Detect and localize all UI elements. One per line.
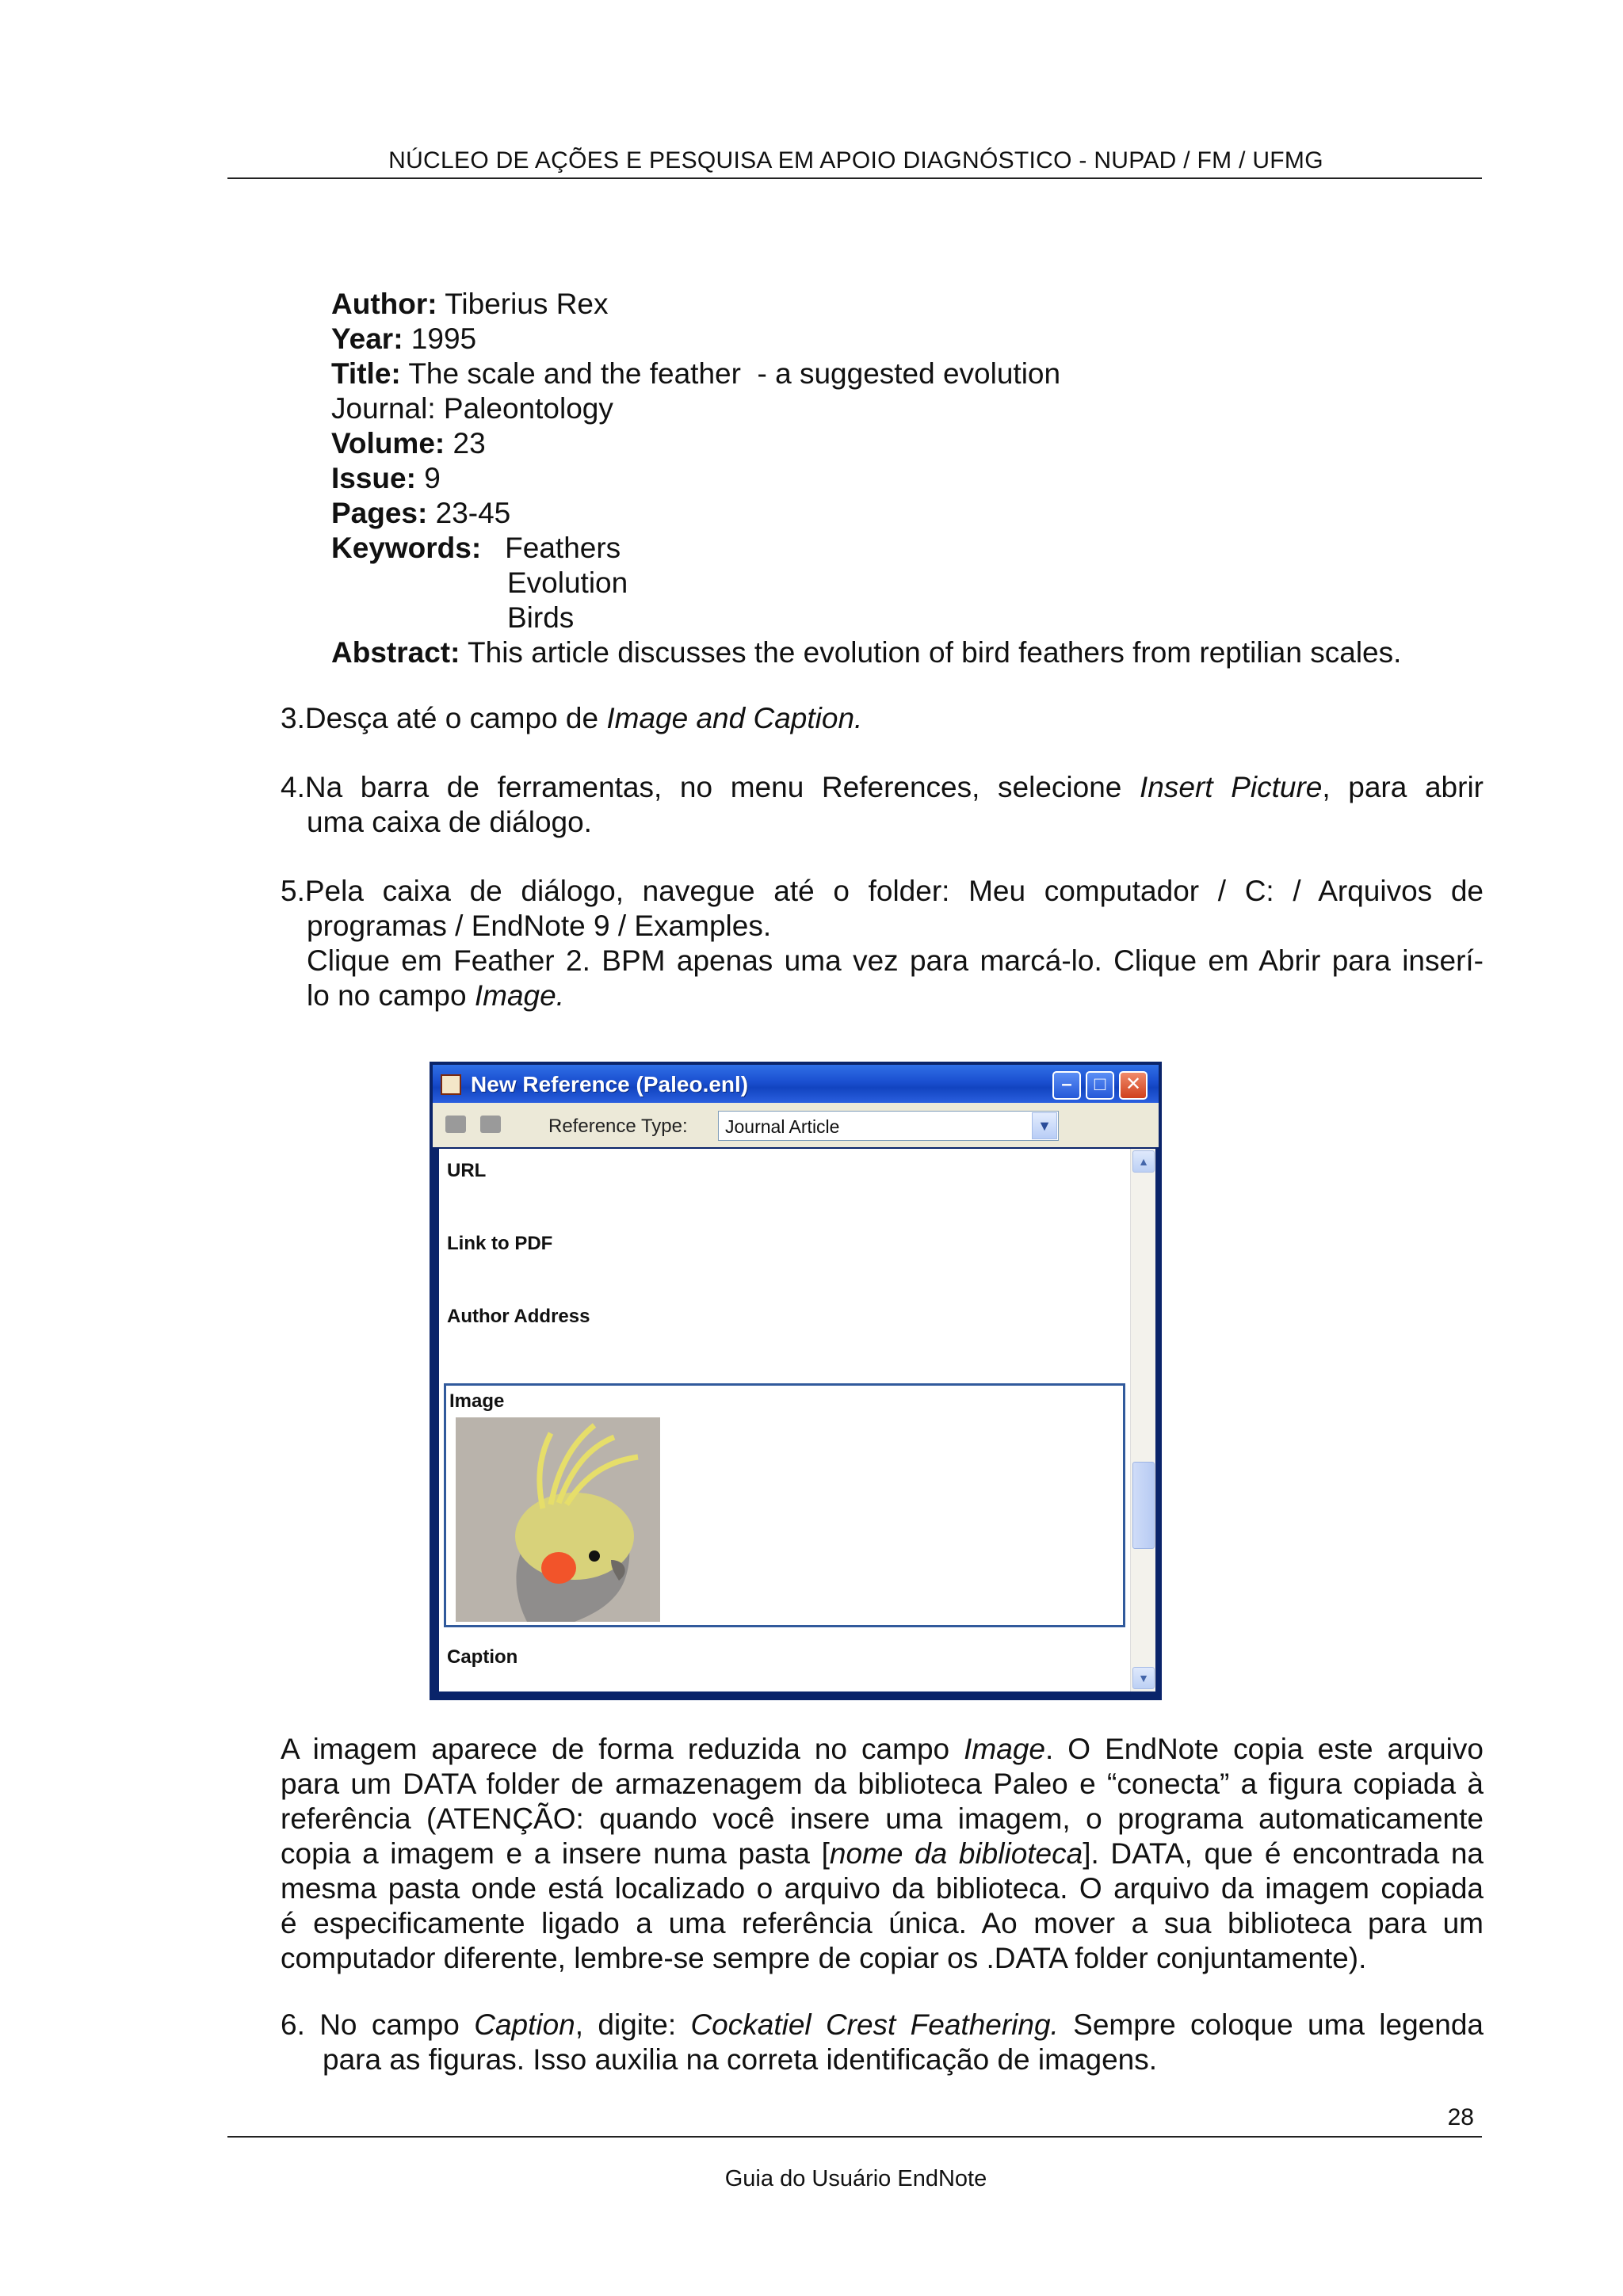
paragraph-line: para um DATA folder de armazenagem da biblioteca Paleo e “conecta” a figura copiada à — [281, 1768, 1484, 1800]
page-header: NÚCLEO DE AÇÕES E PESQUISA EM APOIO DIAGNÓSTICO - NUPAD / FM / UFMG — [388, 147, 1323, 174]
step-5-line-3: Clique em Feather 2. BPM apenas uma vez para marcá-lo. Clique em Abrir para inserí- — [307, 944, 1484, 977]
step-4 — [281, 770, 1484, 840]
paragraph-line: referência (ATENÇÃO: quando você insere uma imagem, o programa automaticamente — [281, 1802, 1484, 1835]
paragraph-line: mesma pasta onde está localizado o arquivo da biblioteca. O arquivo da imagem copiada — [281, 1872, 1484, 1905]
page-footer: Guia do Usuário EndNote — [724, 2166, 987, 2191]
page-number: 28 — [1447, 2104, 1474, 2130]
journal-line: Journal: Paleontology — [331, 392, 613, 425]
step-4-line-1: 4.Na barra de ferramentas, no menu References, selecione Insert Picture, para abrir — [281, 771, 1484, 803]
maximize-button[interactable]: □ — [1086, 1071, 1114, 1100]
step-5-line-2: programas / EndNote 9 / Examples. — [307, 910, 772, 942]
keyword-item: Birds — [507, 601, 575, 634]
keywords-line: Keywords: Feathers — [331, 532, 621, 564]
step-3: 3.Desça até o campo de Image and Caption. — [281, 702, 863, 734]
scroll-thumb[interactable] — [1132, 1462, 1155, 1549]
window-titlebar — [433, 1065, 1159, 1103]
reference-type-select[interactable] — [718, 1111, 1059, 1141]
step-6-line-2: para as figuras. Isso auxilia na correta identificação de imagens. — [323, 2043, 1158, 2076]
header-rule — [227, 177, 1482, 179]
reference-type-label: Reference Type: — [548, 1116, 688, 1137]
step-5 — [281, 874, 1484, 1013]
reference-fields — [331, 287, 1520, 670]
explanation-paragraph — [281, 1732, 1484, 1976]
cockatiel-image — [456, 1417, 660, 1622]
scroll-down-icon[interactable]: ▼ — [1132, 1667, 1155, 1689]
step-4-line-2: uma caixa de diálogo. — [307, 806, 592, 838]
vertical-scrollbar[interactable] — [1130, 1149, 1155, 1691]
field-label-caption[interactable]: Caption — [447, 1646, 518, 1668]
abstract-line: Abstract: This article discusses the evolution of bird feathers from reptilian scales. — [331, 636, 1402, 669]
footer-rule — [227, 2136, 1482, 2138]
open-icon[interactable] — [445, 1116, 466, 1133]
paragraph-line: A imagem aparece de forma reduzida no campo Image. O EndNote copia este arquivo — [281, 1733, 1484, 1765]
year-line: Year: 1995 — [331, 322, 477, 355]
scroll-up-icon[interactable]: ▲ — [1132, 1150, 1155, 1173]
minimize-button[interactable]: – — [1052, 1071, 1081, 1100]
field-label-link-to-pdf[interactable]: Link to PDF — [447, 1233, 553, 1254]
author-line: Author: Tiberius Rex — [331, 288, 609, 320]
endnote-app-icon — [441, 1074, 461, 1095]
step-5-line-4: lo no campo Image. — [307, 979, 564, 1012]
issue-line: Issue: 9 — [331, 462, 441, 494]
step-5-line-1: 5.Pela caixa de diálogo, navegue até o folder: Meu computador / C: / Arquivos de — [281, 875, 1484, 907]
title-line: Title: The scale and the feather - a suggested evolution — [331, 357, 1061, 390]
paragraph-line: computador diferente, lembre-se sempre de copiar os .DATA folder conjuntamente). — [281, 1942, 1367, 1974]
step-6-line-1: 6. No campo Caption, digite: Cockatiel Crest Feathering. Sempre coloque uma legenda — [281, 2008, 1484, 2041]
image-field[interactable] — [444, 1383, 1125, 1627]
reference-type-value: Journal Article — [725, 1116, 840, 1137]
new-reference-window — [430, 1062, 1162, 1700]
reference-fields-panel — [439, 1149, 1130, 1691]
folder-icon[interactable] — [480, 1116, 501, 1133]
chevron-down-icon[interactable]: ▼ — [1032, 1112, 1057, 1139]
paragraph-line: é especificamente ligado a uma referência única. Ao mover a sua biblioteca para um — [281, 1907, 1484, 1939]
field-label-author-address[interactable]: Author Address — [447, 1306, 590, 1327]
field-label-url[interactable]: URL — [447, 1160, 487, 1181]
window-title: New Reference (Paleo.enl) — [471, 1072, 749, 1097]
keyword-item: Evolution — [507, 566, 628, 599]
step-6 — [281, 2008, 1484, 2077]
volume-line: Volume: 23 — [331, 427, 486, 460]
reference-toolbar — [433, 1103, 1159, 1147]
paragraph-line: copia a imagem e a insere numa pasta [nome da biblioteca]. DATA, que é encontrada na — [281, 1837, 1484, 1870]
close-button[interactable]: ✕ — [1119, 1071, 1148, 1100]
pages-line: Pages: 23-45 — [331, 497, 511, 529]
field-label-image: Image — [449, 1390, 505, 1412]
cockatiel-picture — [456, 1417, 660, 1622]
